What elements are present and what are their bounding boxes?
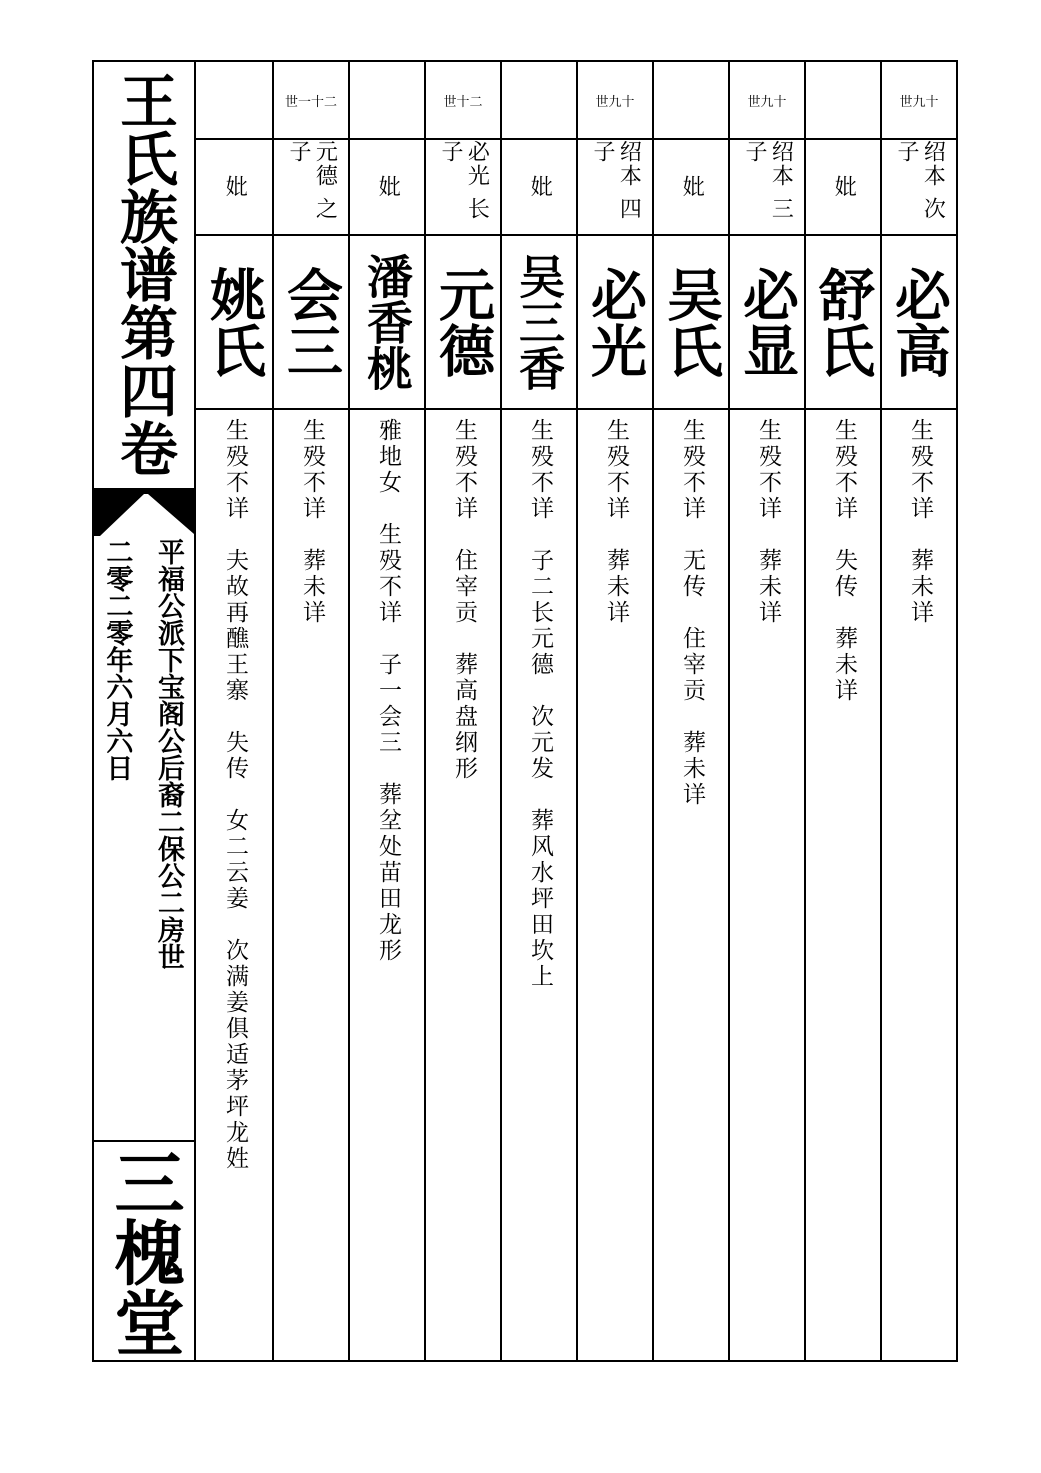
hall-name: 三槐堂 [103, 1147, 186, 1357]
member-name: 潘香桃 [360, 253, 414, 391]
member-name: 吴三香 [512, 253, 566, 391]
relation-cell [882, 140, 956, 236]
relation-cell [806, 140, 880, 236]
bio-cell [806, 410, 880, 1360]
bio-cell [350, 410, 424, 1360]
member-name: 必显 [734, 266, 800, 378]
member-bio: 生殁不详 葬未详 [906, 418, 933, 626]
member-column [804, 62, 880, 1360]
member-bio: 生殁不详 葬未详 [754, 418, 781, 626]
member-name: 会三 [278, 266, 344, 378]
member-bio: 雅地女 生殁不详 子一会三 葬坌处苗田龙形 [374, 418, 401, 964]
name-cell [502, 236, 576, 410]
member-column [652, 62, 728, 1360]
relation-cell [502, 140, 576, 236]
member-bio: 生殁不详 葬未详 [298, 418, 325, 626]
relation-text: 必光 长子 [438, 140, 490, 221]
relation-cell [730, 140, 804, 236]
relation-text: 妣 [527, 175, 553, 199]
relation-text: 妣 [222, 175, 248, 199]
name-cell [426, 236, 500, 410]
member-name: 吴氏 [658, 266, 724, 378]
generation-label [196, 62, 272, 140]
generation-label: 世十二 [426, 62, 500, 140]
generation-label [350, 62, 424, 140]
name-cell [806, 236, 880, 410]
relation-cell [578, 140, 652, 236]
generation-label [654, 62, 728, 140]
book-title: 王氏族谱第四卷 [110, 71, 178, 477]
title-panel [94, 62, 196, 1360]
member-columns [196, 62, 956, 1360]
relation-text: 绍本 三子 [742, 140, 794, 221]
member-column [500, 62, 576, 1360]
relation-cell [274, 140, 348, 236]
member-column [196, 62, 272, 1360]
relation-text: 元德 之子 [286, 140, 338, 221]
bio-cell [274, 410, 348, 1360]
member-bio: 生殁不详 失传 葬未详 [830, 418, 857, 704]
generation-label: 世九十 [882, 62, 956, 140]
member-column [272, 62, 348, 1360]
generation-label: 世一十二 [274, 62, 348, 140]
generation-label [806, 62, 880, 140]
compile-date: 二零二零年六月六日 [101, 538, 133, 781]
relation-text: 绍本 四子 [590, 140, 642, 221]
bio-cell [654, 410, 728, 1360]
member-column [424, 62, 500, 1360]
name-cell [350, 236, 424, 410]
member-column [576, 62, 652, 1360]
member-bio: 生殁不详 葬未详 [602, 418, 629, 626]
member-column [728, 62, 804, 1360]
bio-cell [882, 410, 956, 1360]
name-cell [654, 236, 728, 410]
relation-text: 妣 [679, 175, 705, 199]
relation-cell [654, 140, 728, 236]
name-cell [578, 236, 652, 410]
member-bio: 生殁不详 无传 住宰贡 葬未详 [678, 418, 705, 808]
member-name: 必高 [886, 266, 952, 378]
generation-label: 世九十 [578, 62, 652, 140]
name-cell [730, 236, 804, 410]
generation-label [502, 62, 576, 140]
name-cell [196, 236, 272, 410]
relation-cell [350, 140, 424, 236]
bio-cell [502, 410, 576, 1360]
member-bio: 生殁不详 子二长元德 次元发 葬风水坪田坎上 [526, 418, 553, 990]
relation-text: 妣 [831, 175, 857, 199]
member-column [348, 62, 424, 1360]
bio-cell [730, 410, 804, 1360]
bio-cell [196, 410, 272, 1360]
generation-label: 世九十 [730, 62, 804, 140]
branch-subtitle: 平福公派下宝阁公后裔二保公二房世 [153, 538, 184, 970]
member-column [880, 62, 956, 1360]
member-name: 舒氏 [810, 266, 876, 378]
relation-cell [426, 140, 500, 236]
name-cell [882, 236, 956, 410]
member-name: 必光 [582, 266, 648, 378]
bio-cell [426, 410, 500, 1360]
relation-text: 绍本 次子 [894, 140, 946, 221]
member-name: 姚氏 [201, 266, 267, 378]
member-name: 元德 [430, 266, 496, 378]
member-bio: 生殁不详 夫故再醮王寨 失传 女二云姜 次满姜俱适茅坪龙姓 [221, 418, 248, 1172]
genealogy-page-frame [92, 60, 958, 1362]
member-bio: 生殁不详 住宰贡 葬高盘纲形 [450, 418, 477, 782]
name-cell [274, 236, 348, 410]
bio-cell [578, 410, 652, 1360]
relation-text: 妣 [375, 175, 401, 199]
relation-cell [196, 140, 272, 236]
